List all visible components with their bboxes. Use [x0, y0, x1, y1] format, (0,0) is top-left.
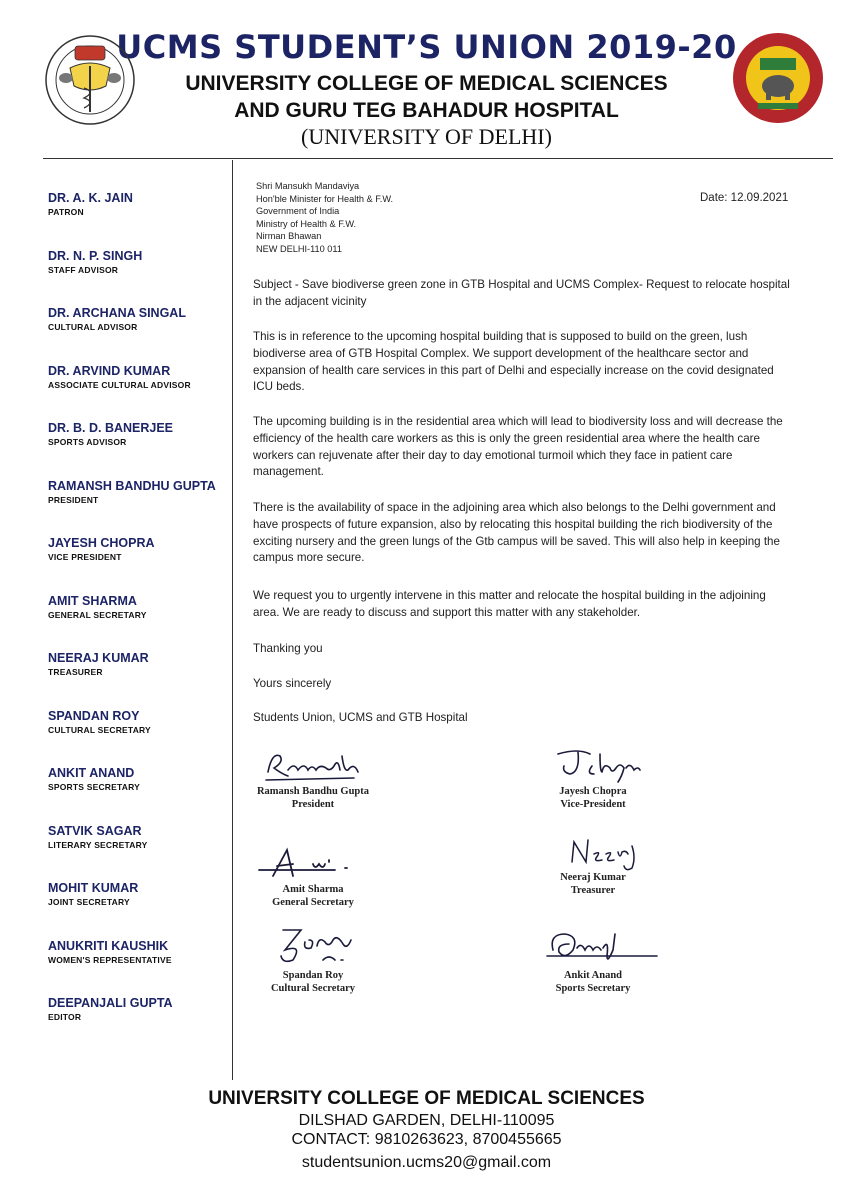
member-name: DR. A. K. JAIN [48, 191, 133, 205]
signatory-name: Ankit Anand [563, 970, 623, 981]
closing-line: Yours sincerely [253, 677, 332, 690]
college-name-line1: UNIVERSITY COLLEGE OF MEDICAL SCIENCES [185, 72, 668, 95]
paragraph-4: We request you to urgently intervene in this matter and relocate the hospital building in the adjoining area. We are ready to discuss and support this matter with any stakeholder. [253, 589, 766, 619]
member-role: JOINT SECRETARY [48, 897, 130, 907]
member-name: ANKIT ANAND [48, 766, 135, 780]
handwritten-signature-icon [258, 742, 368, 786]
member-name: NEERAJ KUMAR [48, 651, 149, 665]
union-title: UCMS STUDENT’S UNION 2019-20 [116, 28, 737, 66]
member-role: CULTURAL ADVISOR [48, 322, 138, 332]
signatory-name: Neeraj Kumar [560, 872, 626, 883]
member-name: SPANDAN ROY [48, 709, 140, 723]
college-name-line2: AND GURU TEG BAHADUR HOSPITAL [234, 99, 619, 122]
member-role: WOMEN'S REPRESENTATIVE [48, 955, 172, 965]
sidebar-item [48, 479, 230, 505]
signatory-role: Cultural Secretary [270, 982, 356, 994]
letter-date: Date: 12.09.2021 [700, 192, 789, 204]
signatory-role: Sports Secretary [555, 982, 631, 994]
signatory-name: Spandan Roy [282, 970, 344, 981]
sender-line: Students Union, UCMS and GTB Hospital [253, 711, 468, 724]
signature-block [513, 742, 673, 811]
sidebar-item [48, 939, 230, 965]
handwritten-signature-icon [538, 828, 648, 872]
address-line: NEW DELHI-110 011 [256, 243, 342, 254]
member-name: DR. B. D. BANERJEE [48, 421, 174, 435]
member-role: TREASURER [48, 667, 103, 677]
member-role: PRESIDENT [48, 495, 99, 505]
signature-block [233, 920, 393, 995]
member-name: MOHIT KUMAR [48, 881, 139, 895]
signature-block [513, 828, 673, 897]
sidebar-item [48, 824, 230, 850]
address-line: Shri Mansukh Mandaviya [256, 181, 360, 191]
sidebar-item [48, 651, 230, 677]
member-name: AMIT SHARMA [48, 594, 137, 608]
university-name: (UNIVERSITY OF DELHI) [301, 124, 552, 149]
sidebar-item [48, 709, 230, 735]
sidebar-item [48, 306, 230, 332]
university-of-delhi-seal [730, 28, 826, 128]
member-name: ANUKRITI KAUSHIK [48, 939, 169, 953]
signatory-name: Amit Sharma [282, 884, 344, 895]
signatory-role: President [291, 798, 335, 810]
member-role: LITERARY SECRETARY [48, 840, 148, 850]
member-role: CULTURAL SECRETARY [48, 725, 151, 735]
signatory-role: Vice-President [560, 798, 626, 810]
sidebar-item [48, 881, 230, 907]
member-role: SPORTS ADVISOR [48, 437, 127, 447]
signatory-name: Jayesh Chopra [559, 786, 627, 797]
address-line: Nirman Bhawan [256, 231, 322, 242]
sidebar-item [48, 421, 230, 447]
handwritten-signature-icon [253, 840, 373, 884]
footer-college-name: UNIVERSITY COLLEGE OF MEDICAL SCIENCES [208, 1088, 645, 1109]
header-divider [43, 158, 833, 159]
member-role: GENERAL SECRETARY [48, 610, 147, 620]
sidebar-item [48, 249, 230, 275]
member-name: RAMANSH BANDHU GUPTA [48, 479, 216, 493]
signature-block [233, 840, 393, 909]
member-name: DR. ARCHANA SINGAL [48, 306, 186, 320]
sidebar-item [48, 364, 230, 390]
member-name: SATVIK SAGAR [48, 824, 142, 838]
sidebar-item [48, 594, 230, 620]
signatory-name: Ramansh Bandhu Gupta [256, 786, 370, 797]
footer-email[interactable]: studentsunion.ucms20@gmail.com [301, 1154, 552, 1171]
member-role: STAFF ADVISOR [48, 265, 119, 275]
signatory-role: Treasurer [570, 884, 616, 896]
member-role: PATRON [48, 207, 84, 217]
sidebar-item [48, 766, 230, 792]
member-role: ASSOCIATE CULTURAL ADVISOR [48, 380, 191, 390]
footer-address: DILSHAD GARDEN, DELHI-110095 [298, 1112, 555, 1129]
letter-subject: Subject - Save biodiverse green zone in GTB Hospital and UCMS Complex- Request to relocate hospital in the adjacent vicinity [253, 278, 790, 308]
footer-contact: CONTACT: 9810263623, 8700455665 [291, 1131, 562, 1148]
paragraph-3: There is the availability of space in the adjoining area which also belongs to the Delhi government and have prospects of future expansion, also by relocating this hospital building the rich biodiversity of the exciting nursery and the green lungs of the Gtb campus will be saved. This will also help in keeping the campus more secure. [253, 501, 780, 565]
address-line: Hon'ble Minister for Health & F.W. [256, 193, 394, 204]
sidebar-item [48, 191, 230, 217]
address-line: Ministry of Health & F.W. [256, 218, 357, 229]
address-line: Government of India [256, 206, 340, 217]
handwritten-signature-icon [523, 920, 663, 970]
signatory-role: General Secretary [272, 896, 354, 908]
sidebar-item [48, 996, 230, 1022]
recipient-address [256, 180, 393, 256]
handwritten-signature-icon [538, 742, 648, 786]
member-role: VICE PRESIDENT [48, 552, 122, 562]
paragraph-2: The upcoming building is in the residential area which will lead to biodiversity loss and will decrease the efficiency of the health care workers as this is only the green residential area where the health care workers can rejuvenate after their day to day emotional turmoil which they face in patient care management. [253, 415, 783, 479]
member-name: JAYESH CHOPRA [48, 536, 155, 550]
member-name: DEEPANJALI GUPTA [48, 996, 173, 1010]
member-role: SPORTS SECRETARY [48, 782, 140, 792]
paragraph-1: This is in reference to the upcoming hospital building that is supposed to build on the green, lush biodiverse area of GTB Hospital Complex. We support development of the healthcare sector and expansion of health care services in this part of Delhi and especially increase on the covid designated ICU beds. [253, 330, 774, 394]
ucms-logo [40, 28, 140, 128]
member-name: DR. N. P. SINGH [48, 249, 143, 263]
signature-block [513, 920, 673, 995]
member-name: DR. ARVIND KUMAR [48, 364, 171, 378]
delhi-university-seal-icon [730, 28, 826, 128]
sidebar-item [48, 536, 230, 562]
signature-block [233, 742, 393, 811]
thanking-line: Thanking you [253, 642, 323, 655]
member-role: EDITOR [48, 1012, 82, 1022]
handwritten-signature-icon [253, 920, 373, 970]
ucms-emblem-icon [40, 28, 140, 128]
